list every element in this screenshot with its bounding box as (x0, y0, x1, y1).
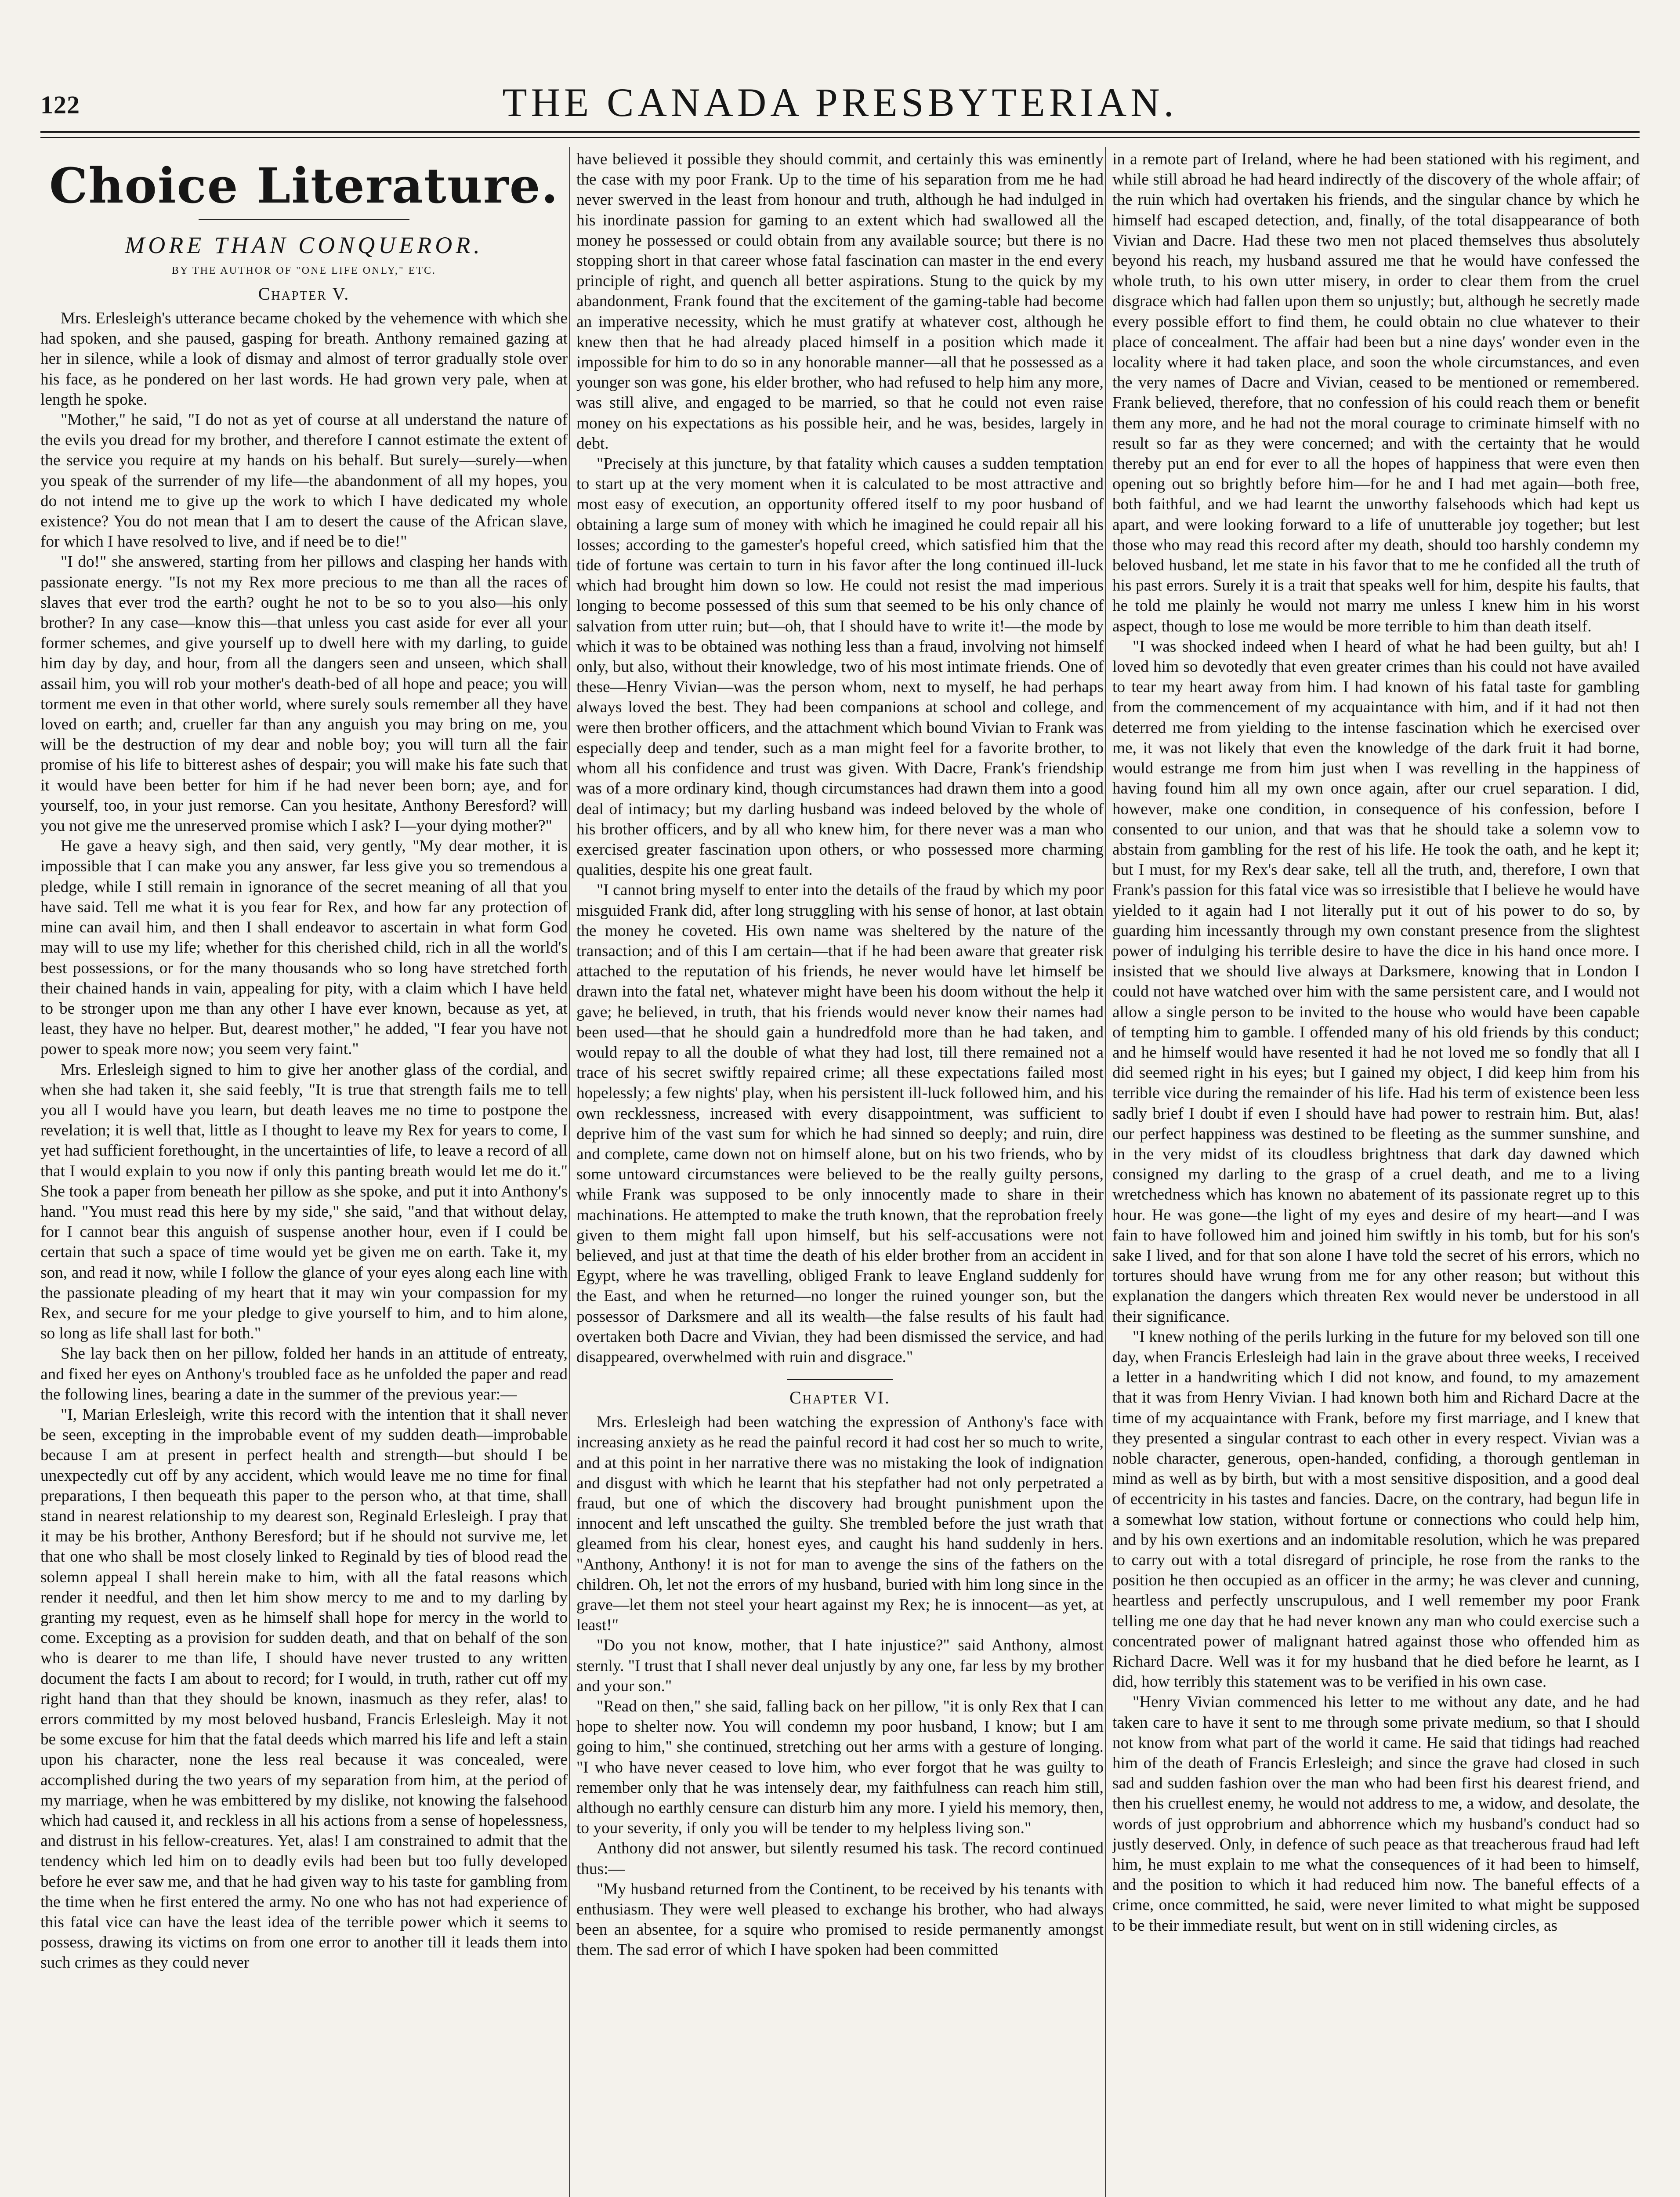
header-rule-thin (40, 137, 1640, 138)
paragraph: "I was shocked indeed when I heard of what he had been guilty, but ah! I loved him so devotedly that even greater crimes than his could not have availed to tear my heart away from him. I had known of his fatal taste for gambling from the commencement of my acquaintance with him, and if it had not then deterred me from yielding to the intense fascination which he exercised over me, it was not likely that even the knowledge of the dark fruit it had borne, would estrange me from him just when I was revelling in the happiness of having found him all my own once again, after our cruel separation. I did, however, make one condition, in consequence of his confession, before I consented to our union, and that was that he should take a solemn vow to abstain from gambling for the rest of his life. He took the oath, and he kept it; but I must, for my Rex's dear sake, tell all the truth, and, therefore, I own that Frank's passion for this fatal vice was so irresistible that I believe he would have yielded to it again had I not literally put it out of his power to do so, by guarding him incessantly through my own constant presence from the slightest power of indulging his terrible desire to have the dice in his hand once more. I insisted that we should live always at Darksmere, knowing that in London I could not have watched over him with the same persistent care, and I would not allow a single person to be invited to the house who would have been capable of tempting him to gamble. I offended many of his old friends by this conduct; and he himself would have resented it had he not loved me so fondly that all I did seemed right in his eyes; but I gained my object, I did keep him from his terrible vice during the remainder of his life. Had his term of existence been less sadly brief I doubt if even I should have had power to restrain him. But, alas! our perfect happiness was destined to be fleeting as the summer sunshine, and in the very midst of its cloudless brightness that dark day dawned which consigned my darling to the grasp of a cruel death, and me to a living wretchedness which has known no abatement of its passionate regret up to this hour. He was gone—the light of my eyes and desire of my heart—and I was fain to have followed him and joined him swiftly in his tomb, but for his son's sake I lived, and for that son alone I have told the secret of his errors, which no tortures should have wrung from me for any other reason; but without this explanation the dangers which threaten Rex would never be understood in all their significance. (1112, 637, 1640, 1326)
paragraph: "Do you not know, mother, that I hate injustice?" said Anthony, almost sternly. "I trust that I shall never deal unjustly by any one, far less by my brother and your son." (576, 1636, 1104, 1695)
paragraph: "I, Marian Erlesleigh, write this record with the intention that it shall never be seen, excepting in the improbable event of my sudden death—improbable because I am at present in perfect health and strength—but should I be unexpectedly cut off by any accident, which would leave me no time for final preparations, I then bequeath this paper to the person who, at that time, shall stand in nearest relationship to my dearest son, Reginald Erlesleigh. I pray that it may be his brother, Anthony Beresford; but if he should not survive me, let that one who shall be most closely linked to Reginald by ties of blood read the solemn appeal I shall herein make to him, with all the fatal reasons which render it needful, and then let him show mercy to me and to my darling by granting my request, even as he himself shall hope for mercy in the world to come. Excepting as a provision for sudden death, and that on behalf of the son who is dearer to me than life, I should have never trusted to any written document the facts I am about to record; for I would, in truth, rather cut off my right hand than that they should be known, inasmuch as they refer, alas! to errors committed by my most beloved husband, Francis Erlesleigh. May it not be some excuse for him that the fatal deeds which marred his life and left a stain upon his character, none the less real because it was concealed, were accomplished during the two years of my separation from him, at the period of my marriage, when he was embittered by my dislike, not knowing the falsehood which had caused it, and reckless in all his actions from a sense of hopelessness, and distrust in his fellow-creatures. Yet, alas! I am constrained to admit that the tendency which led him on to deadly evils had been but too fully developed before he ever saw me, and that he had given way to his taste for gambling from the time when he first entered the army. No one who has not had experience of this fatal vice can have the least idea of the terrible power which it seems to possess, drawing its victims on from one error to another till it leads them into such crimes as they could never (40, 1405, 568, 1972)
masthead-title: THE CANADA PRESBYTERIAN. (502, 80, 1178, 125)
paragraph: have believed it possible they should commit, and certainly this was eminently the case with my poor Frank. Up to the time of his separation from me he had never swerved in the least from honour and truth, although he had indulged in his inordinate passion for gaming to an extent which had swallowed all the money he possessed or could obtain from any available source; but there is no stopping short in that career whose fatal fascination can master in the end every principle of right, and quench all better aspirations. Stung to the quick by my abandonment, Frank found that the excitement of the gaming-table had become an imperative necessity, which he must gratify at whatever cost, although he knew then that he had already placed himself in a position which made it impossible for him to do so in any honorable manner—all that he possessed as a younger son was gone, his elder brother, who had refused to help him any more, was still alive, and engaged to be married, so that he could not even raise money on his expectations as his possible heir, and he was, besides, largely in debt. (576, 150, 1104, 453)
paragraph: "I knew nothing of the perils lurking in the future for my beloved son till one day, when Francis Erlesleigh had lain in the grave about three weeks, I received a letter in a handwriting which I did not know, and found, to my amazement that it was from Henry Vivian. I had known both him and Richard Dacre at the time of my acquaintance with Frank, before my first marriage, and I knew that they presented a singular contrast to each other in every respect. Vivian was a noble character, generous, open-handed, confiding, a thorough gentleman in mind as well as by birth, but with a most sensitive disposition, and a good deal of eccentricity in his tastes and fancies. Dacre, on the contrary, had begun life in a somewhat low station, without fortune or connections who could help him, and by his own exertions and an indomitable resolution, which he was prepared to carry out with a total disregard of principle, he rose from the ranks to the position he then occupied as an officer in the army; he was clever and cunning, heartless and perfectly unscrupulous, and I well remember my poor Frank telling me one day that he had never known any man who could exercise such a concentrated power of malignant hatred against those who offended him as Richard Dacre. Well was it for my husband that he died before he learnt, as I did, how terribly this statement was to be verified in his own case. (1112, 1327, 1640, 1691)
paragraph: "Henry Vivian commenced his letter to me without any date, and he had taken care to have it sent to me through some private medium, so that I should not know from what part of the world it came. He said that tidings had reached him of the death of Francis Erlesleigh; and since the grave had closed in such sad and sudden fashion over the man who had been first his dearest friend, and then his cruellest enemy, he would not address to me, a widow, and desolate, the words of just opprobrium and abhorrence which my husband's conduct had so justly deserved. Only, in defence of such peace as that treacherous fraud had left him, he must explain to me what the consequences of it had been to himself, and the position to which it had reduced him now. The baneful effects of a crime, once committed, he said, were never limited to what might be supposed to be their immediate result, but went on in still widening circles, as (1112, 1693, 1640, 1935)
chapter-heading: Chapter V. (258, 284, 350, 304)
column-3 (1112, 149, 1640, 2197)
column-divider (569, 147, 570, 2197)
paragraph: "I cannot bring myself to enter into the details of the fraud by which my poor misguided Frank did, after long struggling with his sense of honor, at last obtain the money he coveted. His own name was sheltered by the nature of the transaction; and of this I am certain—that if he had been aware that greater risk attached to the reputation of his friends, he never would have let himself be drawn into the fatal net, whatever might have been his doom without the help it gave; he believed, in truth, that his friends would never know their names had been used—that he should gain a hundredfold more than he had taken, and would repay to all the double of what they had lost, till there remained not a trace of his secret swiftly repaired crime; all these expectations failed most hopelessly; a few nights' play, when his persistent ill-luck followed him, and his own recklessness, increased with every disappointment, was sufficient to deprive him of the vast sum for which he had sinned so deeply; and ruin, dire and complete, came down not on himself alone, but on his two friends, who by some untoward circumstances were believed to be the really guilty persons, while Frank was supposed to be only innocently made to share in their machinations. He attempted to make the truth known, that the reprobation freely given to them might fall upon himself, but his self-accusations were not believed, and just at that time the death of his elder brother from an accident in Egypt, where he was travelling, obliged Frank to leave England suddenly for the East, and when he returned—no longer the ruined younger son, but the possessor of Darksmere and all its wealth—the false results of his fault had overtaken both Dacre and Vivian, they had been dismissed the service, and had disappeared, overwhelmed with ruin and disgrace." (576, 881, 1104, 1366)
page-number: 122 (40, 91, 80, 119)
story-title: MORE THAN CONQUEROR. (125, 232, 483, 258)
paragraph: "I do!" she answered, starting from her pillows and clasping her hands with passionate energy. "Is not my Rex more precious to me than all the races of slaves that ever trod the earth? ought he not to be so to you also—his only brother? In any case—know this—that unless you cast aside for ever all your former schemes, and give yourself up to dwell here with my darling, to guide him day by day, and hour, from all the dangers seen and unseen, which shall assail him, you will rob your mother's death-bed of all hope and peace; you will torment me even in that other world, where surely souls remember all they have loved on earth; and, crueller far than any anguish you may bring on me, you will be the destruction of my dear and noble boy; you will turn all the fair promise of his life to bitterest ashes of despair; you will make his fate such that it would have been better for him if he had never been born; aye, and for yourself, too, in your just remorse. Can you hesitate, Anthony Beresford? will you not give me the unreserved promise which I ask? I—your dying mother?" (40, 553, 568, 835)
column-1 (40, 149, 568, 2197)
paragraph: Mrs. Erlesleigh's utterance became choked by the vehemence with which she had spoken, and she paused, gasping for breath. Anthony remained gazing at her in silence, while a look of dismay and almost of terror gradually stole over his face, as he pondered on her last words. He had grown very pale, when at length he spoke. (40, 309, 568, 409)
chapter-heading: Chapter VI. (789, 1388, 891, 1408)
paragraph: Anthony did not answer, but silently resumed his task. The record continued thus:— (576, 1839, 1104, 1878)
column-2 (576, 149, 1104, 2197)
paragraph: Mrs. Erlesleigh signed to him to give her another glass of the cordial, and when she had taken it, she said feebly, "It is true that strength fails me to tell you all I would have you learn, but death leaves me no time to postpone the revelation; it is well that, little as I thought to leave my Rex for years to come, I yet had sufficient forethought, in the uncertainties of life, to leave a record of all that I would explain to you now if only this panting breath would let me do it." She took a paper from beneath her pillow as she spoke, and put it into Anthony's hand. "You must read this here by my side," she said, "and that without delay, for I cannot bear this anguish of suspense another hour, even if I could be certain that such a space of time would yet be given me on earth. Take it, my son, and read it now, while I follow the glance of your eyes along each line with the passionate pleading of my heart that it may win your compassion for my Rex, and secure for me your pledge to give yourself to him, and to him alone, so long as life shall last for both." (40, 1060, 568, 1343)
column-divider (1105, 147, 1106, 2197)
header-rule (40, 131, 1640, 133)
page-header (0, 0, 1680, 132)
paragraph: "My husband returned from the Continent, to be received by his tenants with enthusiasm. They were well pleased to exchange his brother, who had always been an absentee, for a squire who promised to reside permanently amongst them. The sad error of which I have spoken had been committed (576, 1880, 1104, 1959)
paragraph: "Read on then," she said, falling back on her pillow, "it is only Rex that I can hope to shelter now. You will condemn my poor husband, I know; but I am going to him," she continued, stretching out her arms with a gesture of longing. "I who have never ceased to love him, who ever forgot that he was guilty to remember only that he was intensely dear, my faithfulness can reach him still, although no earthly censure can disturb him any more. I yield his memory, then, to your severity, if only you will be tender to my helpless living son." (576, 1697, 1104, 1838)
paragraph: "Precisely at this juncture, by that fatality which causes a sudden temptation to start up at the very moment when it is calculated to be most attractive and most easy of execution, an opportunity offered itself to my poor husband of obtaining a large sum of money with which he imagined he could repair all his losses; according to the gamester's hopeful creed, which satisfied him that the tide of fortune was certain to turn in his favor after the long continued ill-luck which had brought him down so low. He could not resist the mad imperious longing to become possessed of this sum that seemed to be his only chance of salvation from utter ruin; but—oh, that I should have to write it!—the mode by which it was to be obtained was nothing less than a fraud, involving not himself only, but also, without their knowledge, two of his most intimate friends. One of these—Henry Vivian—was the person whom, next to myself, he had perhaps always loved the best. They had been companions at school and college, and were then brother officers, and the attachment which bound Vivian to Frank was especially deep and tender, such as a man might feel for a favorite brother, to whom all his confidence and trust was given. With Dacre, Frank's friendship was of a more ordinary kind, though circumstances had drawn them into a good deal of intimacy; but my darling husband was indeed beloved by the whole of his brother officers, and by all who knew him, for there never was a man who exercised greater fascination upon others, or who possessed more charming qualities, despite his one great fault. (576, 455, 1104, 879)
paragraph: He gave a heavy sigh, and then said, very gently, "My dear mother, it is impossible that I can make you any answer, far less give you so tremendous a pledge, while I still remain in ignorance of the secret meaning of all that you have said. Tell me what it is you fear for Rex, and how far any protection of mine can avail him, and then I shall endeavor to ascertain in what form God may will to use my life; whether for this cherished child, rich in all the world's best possessions, or for the many thousands who so long have stretched forth their chained hands in vain, appealing for pity, with a claim which I have held to be stronger upon me than any other I have ever known, because as yet, at least, they have no helper. But, dearest mother," he added, "I fear you have not power to speak more now; you seem very faint." (40, 837, 568, 1059)
paragraph: Mrs. Erlesleigh had been watching the expression of Anthony's face with increasing anxiety as he read the painful record it had cost her so much to write, and at this point in her narrative there was no mistaking the look of indignation and disgust with which he learnt that his stepfather had not only perpetrated a fraud, but one of which the discovery had brought punishment upon the innocent and left unscathed the guilty. She trembled before the just wrath that gleamed from his clear, honest eyes, and caught his hand suddenly in hers. "Anthony, Anthony! it is not for man to avenge the sins of the fathers on the children. Oh, let not the errors of my husband, buried with him long since in the grave—let them not steel your heart against my Rex; he is innocent—as yet, at least!" (576, 1413, 1104, 1635)
chapter-rule (787, 1379, 893, 1380)
paragraph: She lay back then on her pillow, folded her hands in an attitude of entreaty, and fixed her eyes on Anthony's troubled face as he unfolded the paper and read the following lines, bearing a date in the summer of the previous year:— (40, 1345, 568, 1403)
paragraph: "Mother," he said, "I do not as yet of course at all understand the nature of the evils you dread for my brother, and therefore I cannot estimate the extent of the service you require at my hands on his behalf. But surely—surely—when you speak of the surrender of my life—the abandonment of all my hopes, you do not intend me to give up the work to which I have dedicated my whole existence? You do not mean that I am to desert the cause of the African slave, for which I have resolved to live, and if need be to die!" (40, 411, 568, 551)
section-banner: Choice Literature. (49, 157, 559, 214)
byline: BY THE AUTHOR OF "ONE LIFE ONLY," ETC. (171, 265, 437, 276)
paragraph: in a remote part of Ireland, where he had been stationed with his regiment, and while still abroad he had heard indirectly of the discovery of the whole affair; of the ruin which had overtaken his friends, and the singular chance by which he himself had escaped detection, and, finally, of the total disappearance of both Vivian and Dacre. Had these two men not placed themselves thus absolutely beyond his reach, my husband assured me that he would have confessed the whole truth, to his own utter misery, in order to clear them from the cruel disgrace which had fallen upon them so unjustly; but, although he secretly made every possible effort to find them, he could obtain no clue whatever to their place of concealment. The affair had been but a nine days' wonder even in the locality where it had taken place, and soon the whole circumstances, and even the very names of Dacre and Vivian, ceased to be mentioned or remembered. Frank believed, therefore, that no confession of his could reach them or benefit them any more, and he had not the moral courage to criminate himself with no result so far as they were concerned; and with the certainty that he would thereby put an end for ever to all the hopes of happiness that were even then opening out so brightly before him—for he and I had met again—both free, both faithful, and we had learnt the unworthy falsehoods which had kept us apart, and were looking forward to a life of unutterable joy together; but lest those who may read this record after my death, should too harshly condemn my beloved husband, let me state in his favor that to me he confided all the truth of his past errors. Surely it is a trait that speaks well for him, despite his faults, that he told me plainly he would not marry me unless I knew him in his worst aspect, though to lose me would be more terrible to him than death itself. (1112, 150, 1640, 635)
banner-rule (199, 219, 409, 220)
